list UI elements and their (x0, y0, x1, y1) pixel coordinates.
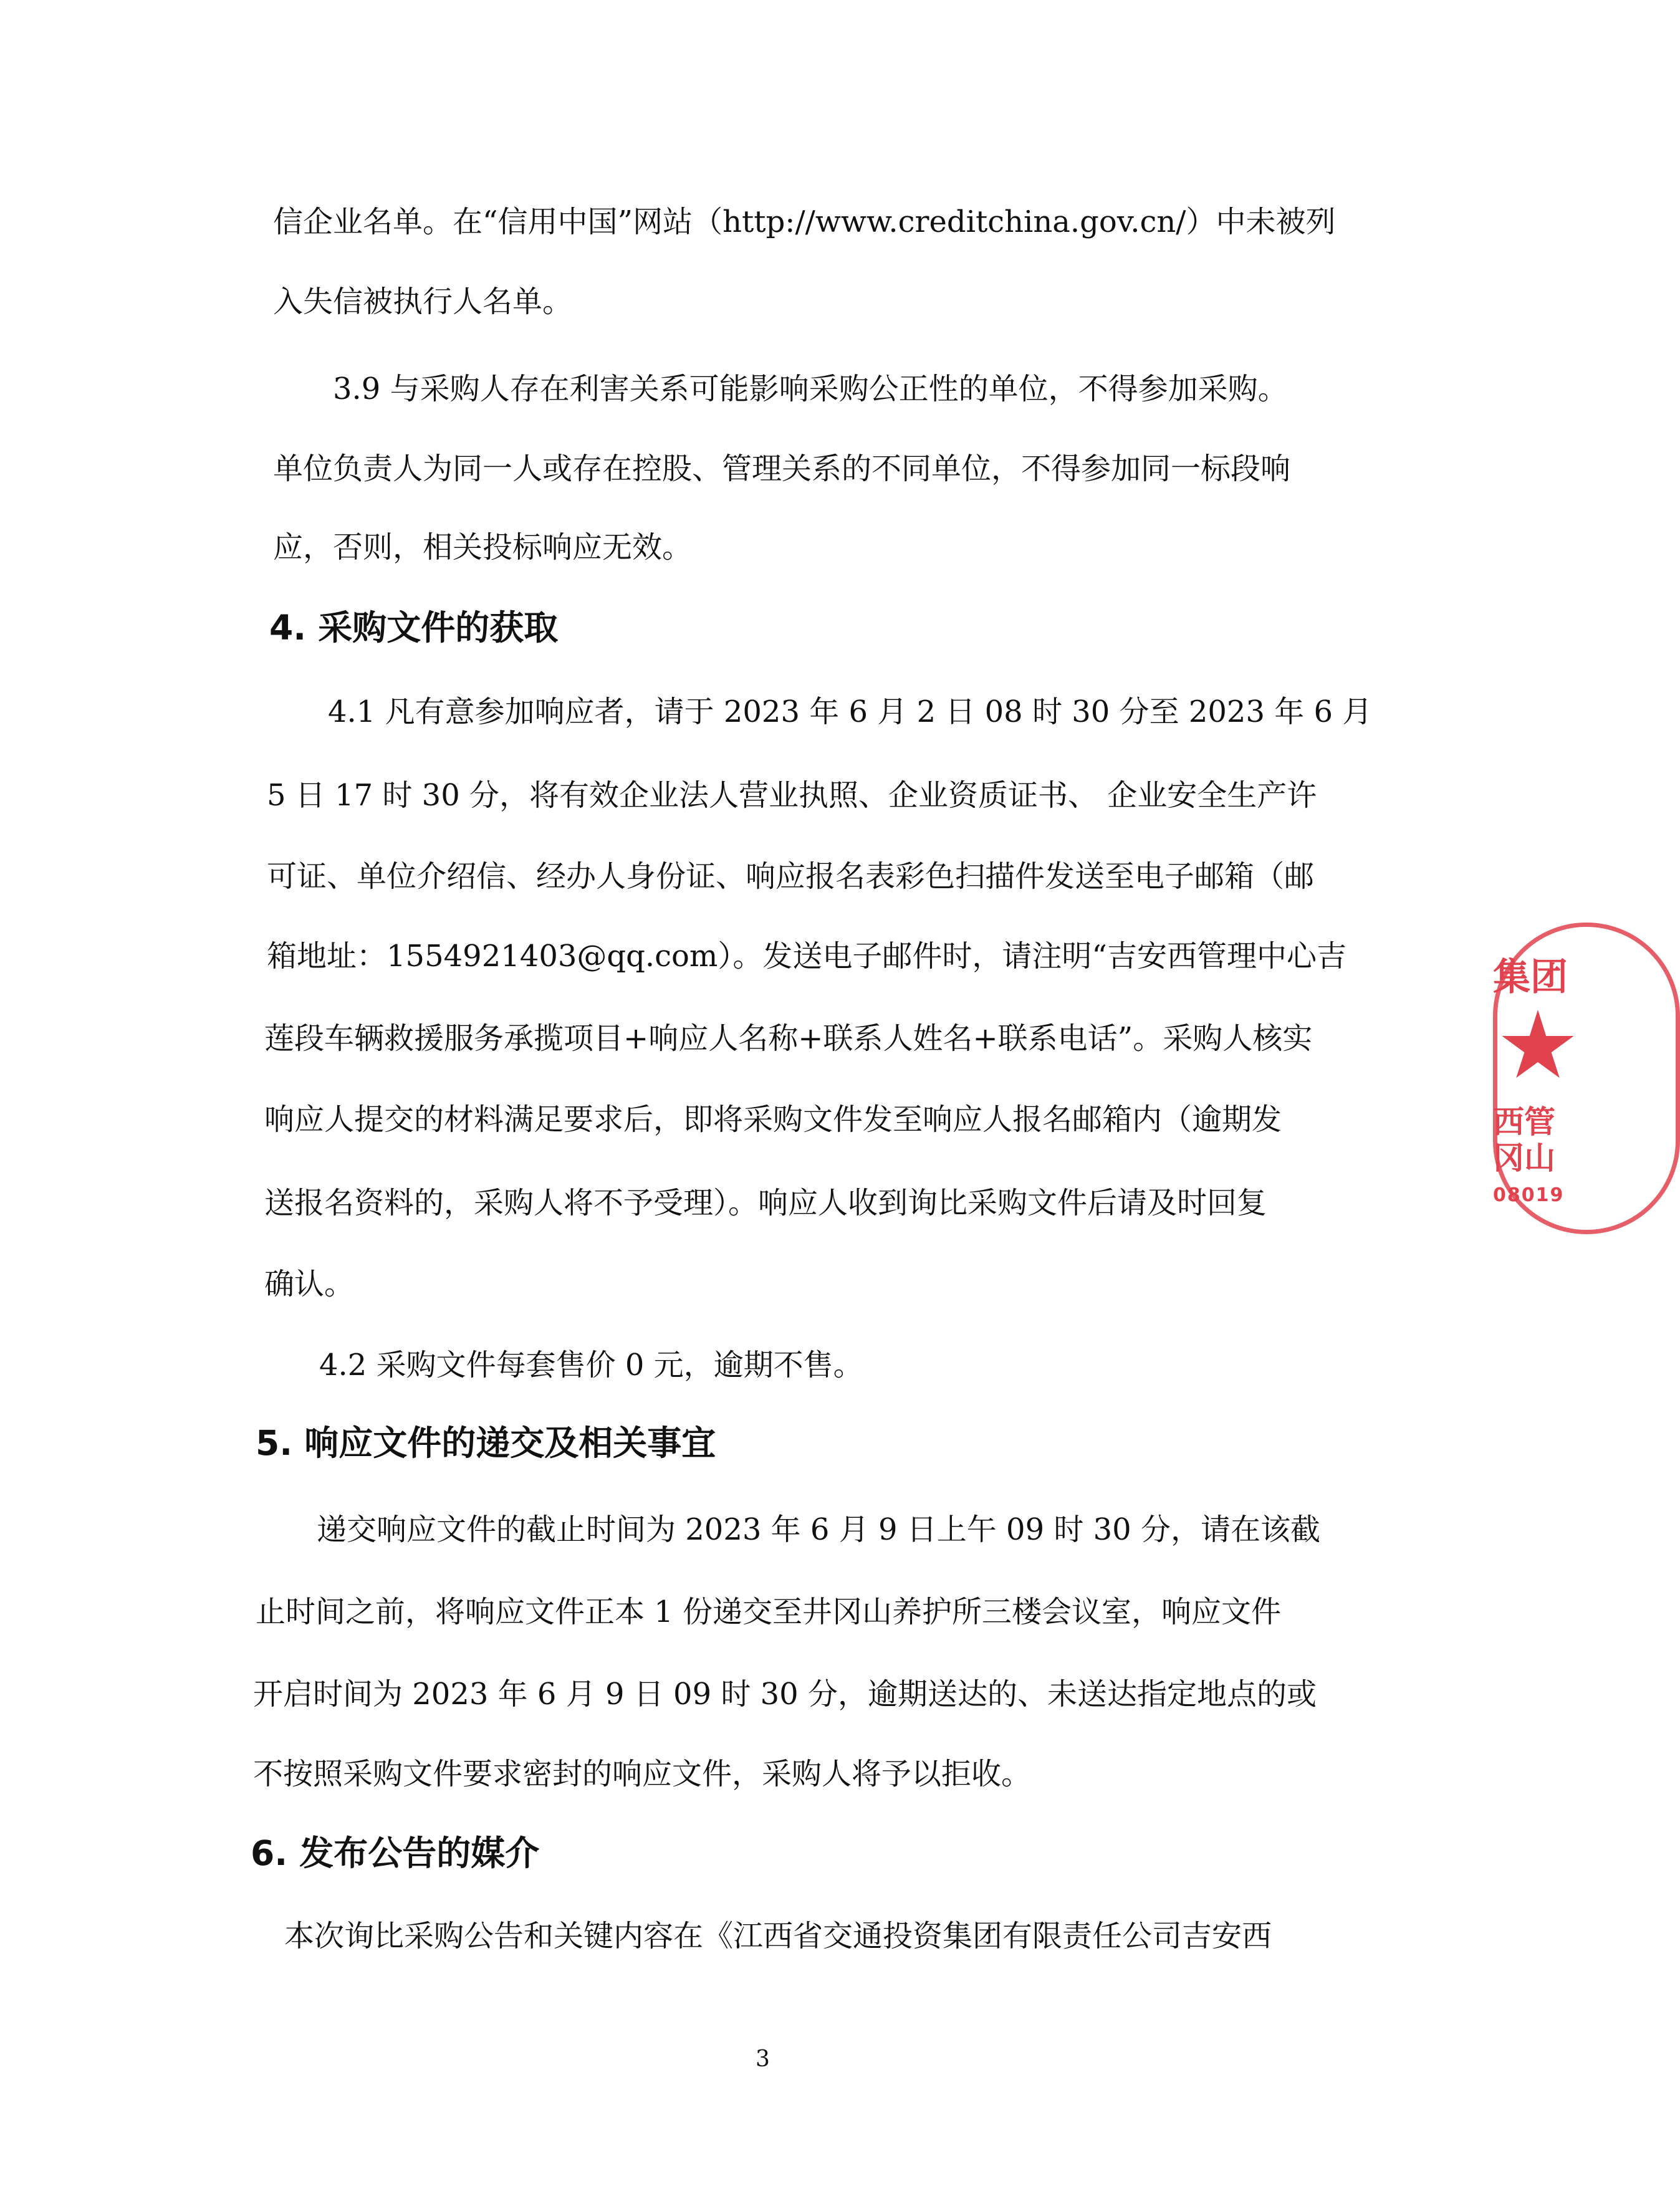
para-4-1-line-2: 5 日 17 时 30 分，将有效企业法人营业执照、企业资质证书、 企业安全生产许 (267, 778, 1317, 813)
para-5-line-1: 递交响应文件的截止时间为 2023 年 6 月 9 日上午 09 时 30 分，请在该截 (317, 1512, 1320, 1547)
para-4-2: 4.2 采购文件每套售价 0 元，逾期不售。 (319, 1348, 863, 1383)
seal-text-mid2: 冈山 (1493, 1140, 1555, 1176)
section-4-heading: 4. 采购文件的获取 (269, 608, 559, 648)
body-line-1: 信企业名单。在“信用中国”网站（http://www.creditchina.gov.cn/）中未被列 (273, 204, 1336, 239)
body-line-4: 单位负责人为同一人或存在控股、管理关系的不同单位，不得参加同一标段响 (273, 451, 1291, 486)
para-5-line-3: 开启时间为 2023 年 6 月 9 日 09 时 30 分，逾期送达的、未送达指定地点的或 (253, 1677, 1317, 1712)
seal-text-mid1: 西管 (1493, 1104, 1555, 1140)
seal-text-code: 08019 (1493, 1184, 1565, 1206)
page-number: 3 (756, 2046, 770, 2072)
body-line-3: 3.9 与采购人存在利害关系可能影响采购公正性的单位，不得参加采购。 (333, 372, 1288, 406)
body-line-5: 应，否则，相关投标响应无效。 (273, 530, 693, 565)
para-4-1-line-7: 送报名资料的，采购人将不予受理）。响应人收到询比采购文件后请及时回复 (264, 1186, 1267, 1220)
para-4-1-line-5: 莲段车辆救援服务承揽项目+响应人名称+联系人姓名+联系电话”。采购人核实 (264, 1021, 1313, 1056)
para-4-1-line-1: 4.1 凡有意参加响应者，请于 2023 年 6 月 2 日 08 时 30 分至 2023 年 6 月 (328, 694, 1373, 729)
para-4-1-line-6: 响应人提交的材料满足要求后，即将采购文件发至响应人报名邮箱内（逾期发 (264, 1102, 1282, 1137)
para-4-1-line-8: 确认。 (264, 1267, 355, 1302)
section-5-heading: 5. 响应文件的递交及相关事宜 (256, 1423, 716, 1463)
section-6-heading: 6. 发布公告的媒介 (251, 1833, 540, 1873)
body-line-2: 入失信被执行人名单。 (273, 284, 573, 319)
para-5-line-2: 止时间之前，将响应文件正本 1 份递交至井冈山养护所三楼会议室，响应文件 (256, 1594, 1282, 1629)
official-seal-stamp (1493, 923, 1568, 1234)
para-4-1-line-4: 箱地址：1554921403@qq.com）。发送电子邮件时，请注明“吉安西管理中心吉 (267, 939, 1346, 974)
para-5-line-4: 不按照采购文件要求密封的响应文件，采购人将予以拒收。 (253, 1757, 1032, 1791)
seal-text-top: 集团 (1493, 956, 1568, 999)
para-4-1-line-3: 可证、单位介绍信、经办人身份证、响应报名表彩色扫描件发送至电子邮箱（邮 (267, 859, 1315, 894)
para-6-line-1: 本次询比采购公告和关键内容在《江西省交通投资集团有限责任公司吉安西 (284, 1919, 1272, 1953)
